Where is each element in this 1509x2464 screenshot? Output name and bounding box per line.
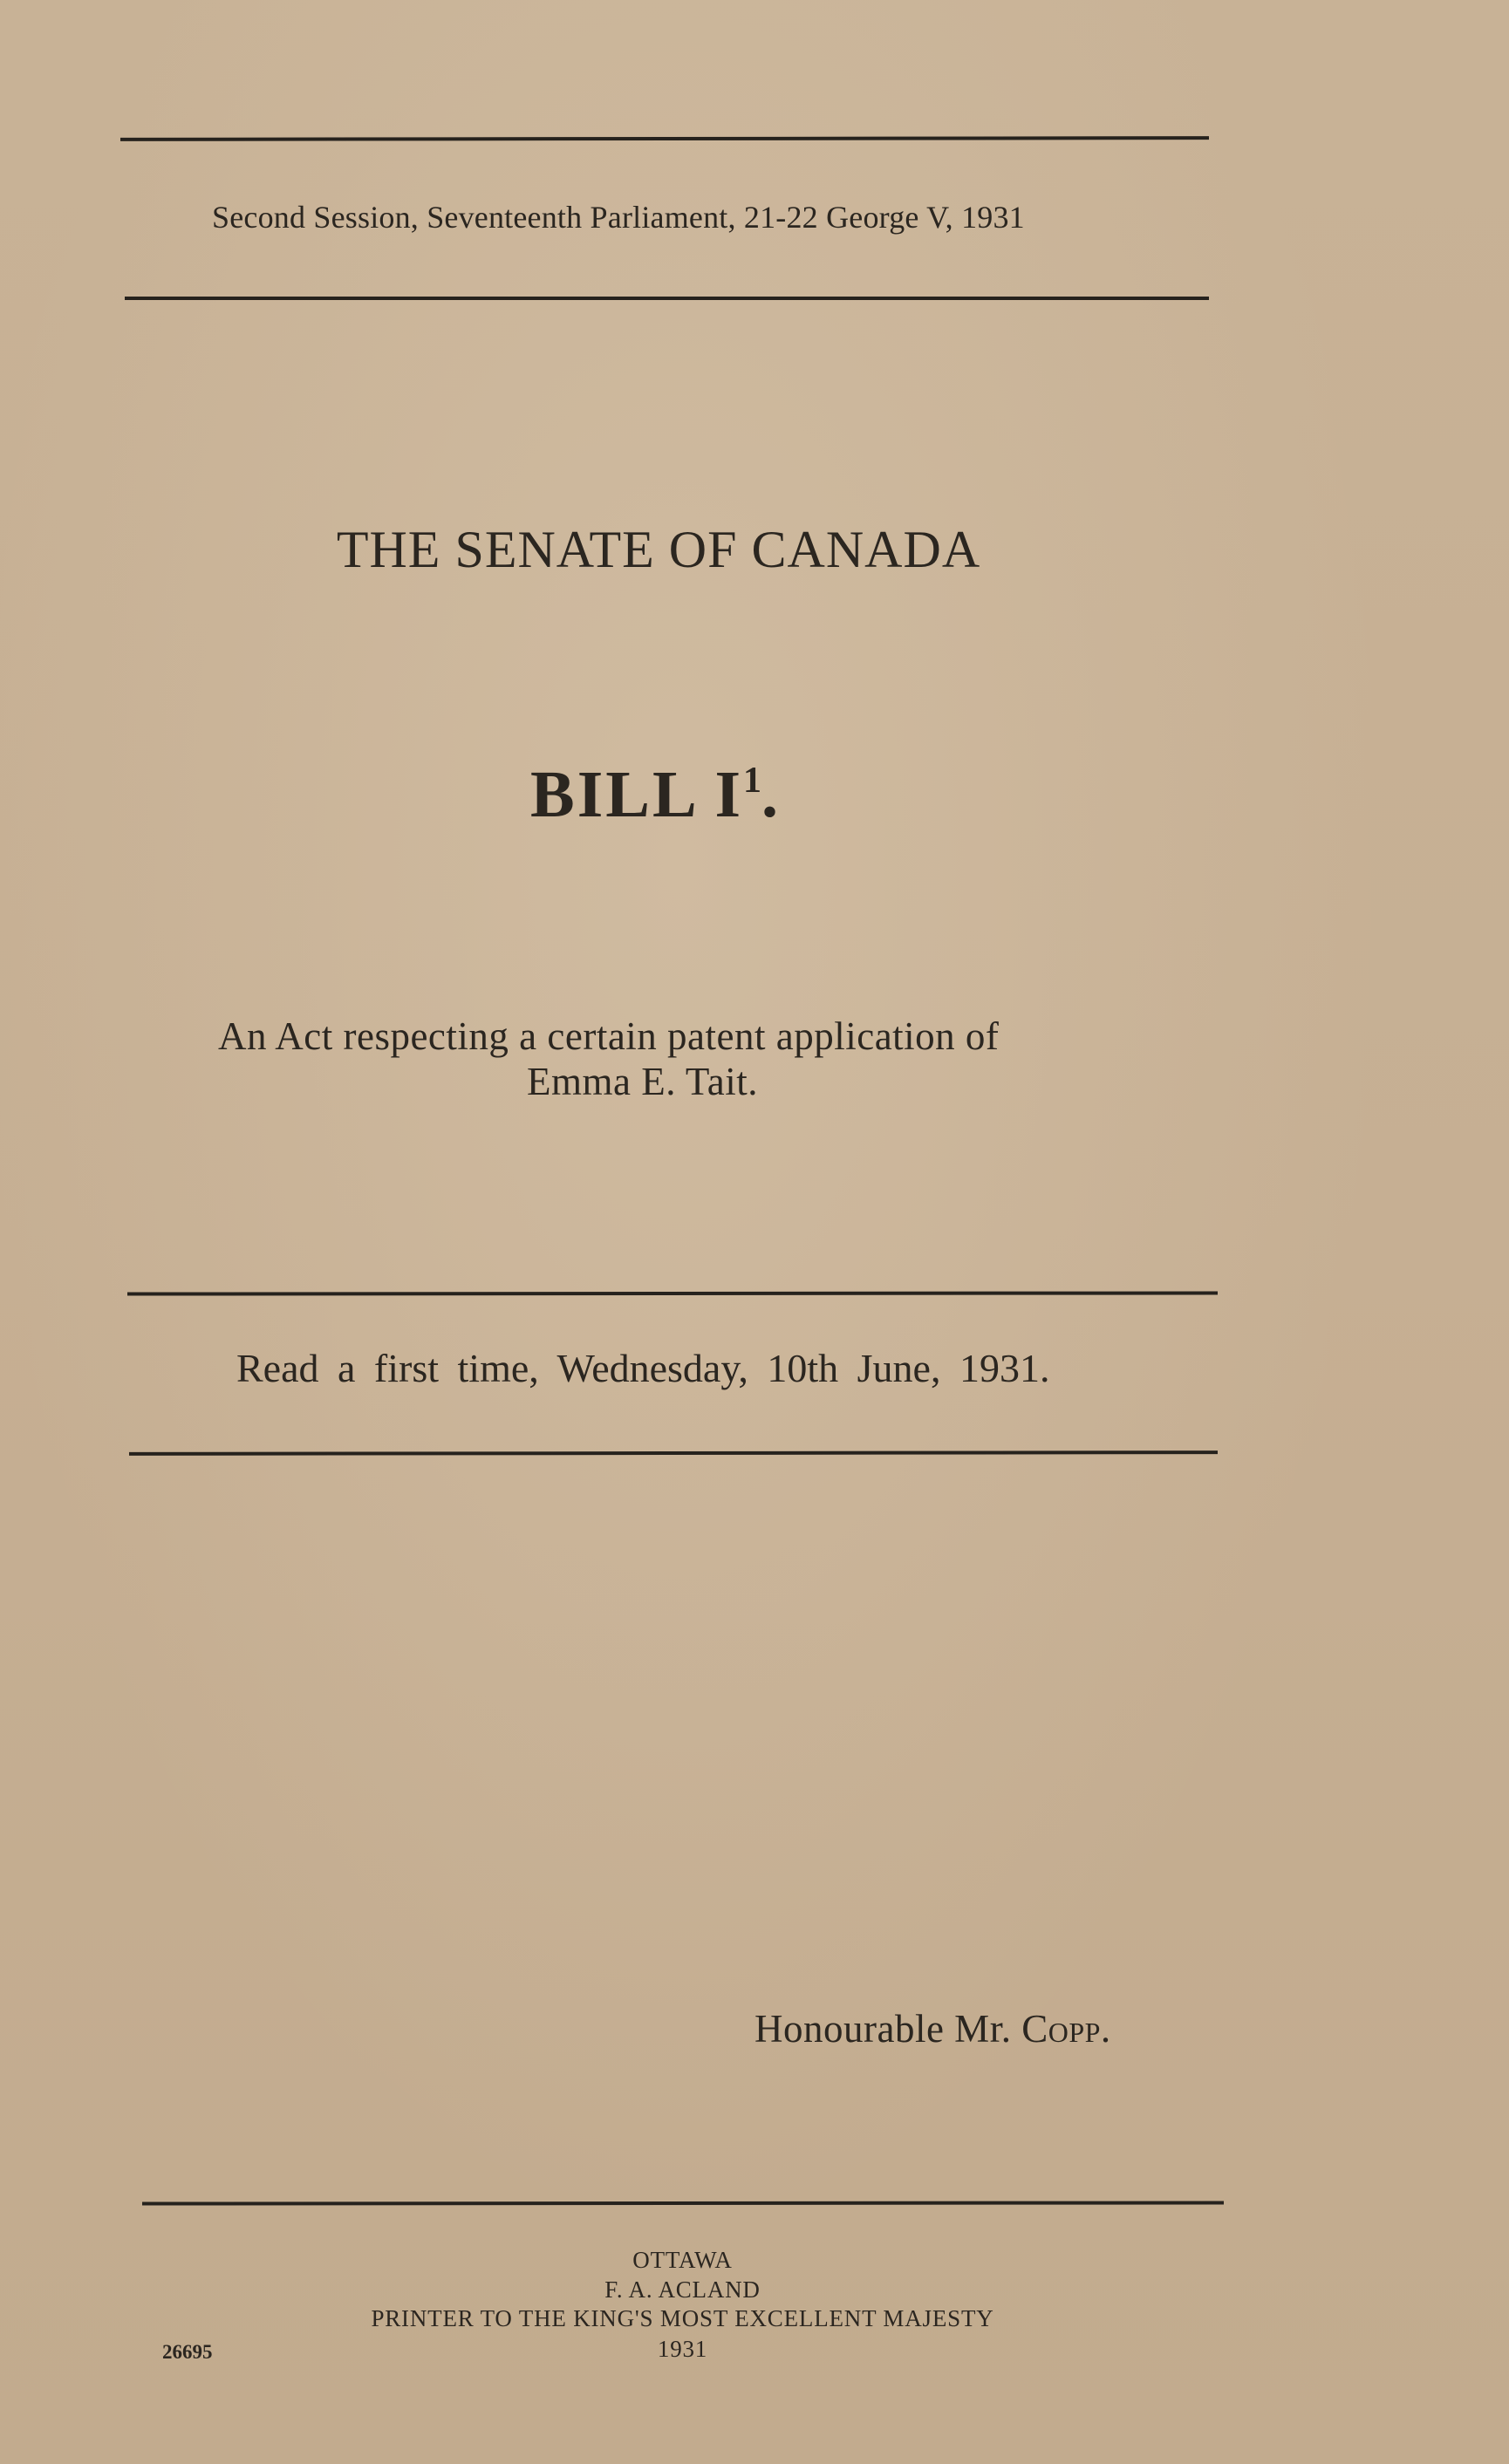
sponsor-prefix: Honourable Mr. xyxy=(754,2007,1012,2051)
print-code: 26695 xyxy=(162,2341,213,2363)
imprint-printer-title: PRINTER TO THE KING'S MOST EXCELLENT MAJESTY xyxy=(371,2305,994,2331)
top-rule xyxy=(120,136,1209,141)
imprint-city: OTTAWA xyxy=(632,2247,733,2273)
bill-number xyxy=(530,757,778,833)
reading-top-rule xyxy=(127,1291,1218,1295)
reading-bottom-rule xyxy=(129,1450,1218,1456)
first-reading-line: Read a first time, Wednesday, 10th June, 1931. xyxy=(236,1346,1050,1390)
imprint-printer-name: F. A. ACLAND xyxy=(604,2276,761,2303)
imprint-year: 1931 xyxy=(657,2336,708,2362)
house-title: THE SENATE OF CANADA xyxy=(336,521,981,578)
session-line: Second Session, Seventeenth Parliament, 21-22 George V, 1931 xyxy=(212,200,1025,235)
imprint-rule xyxy=(142,2201,1224,2205)
header-rule xyxy=(125,297,1209,300)
bill-superscript: 1 xyxy=(743,761,762,801)
sponsor-name: Copp. xyxy=(1021,2007,1111,2051)
sponsor-line xyxy=(754,2006,1111,2051)
bill-label: BILL I xyxy=(530,758,744,831)
act-title-line-2: Emma E. Tait. xyxy=(527,1060,758,1103)
bill-period: . xyxy=(761,758,779,831)
act-title-line-1: An Act respecting a certain patent application of xyxy=(218,1014,1000,1058)
